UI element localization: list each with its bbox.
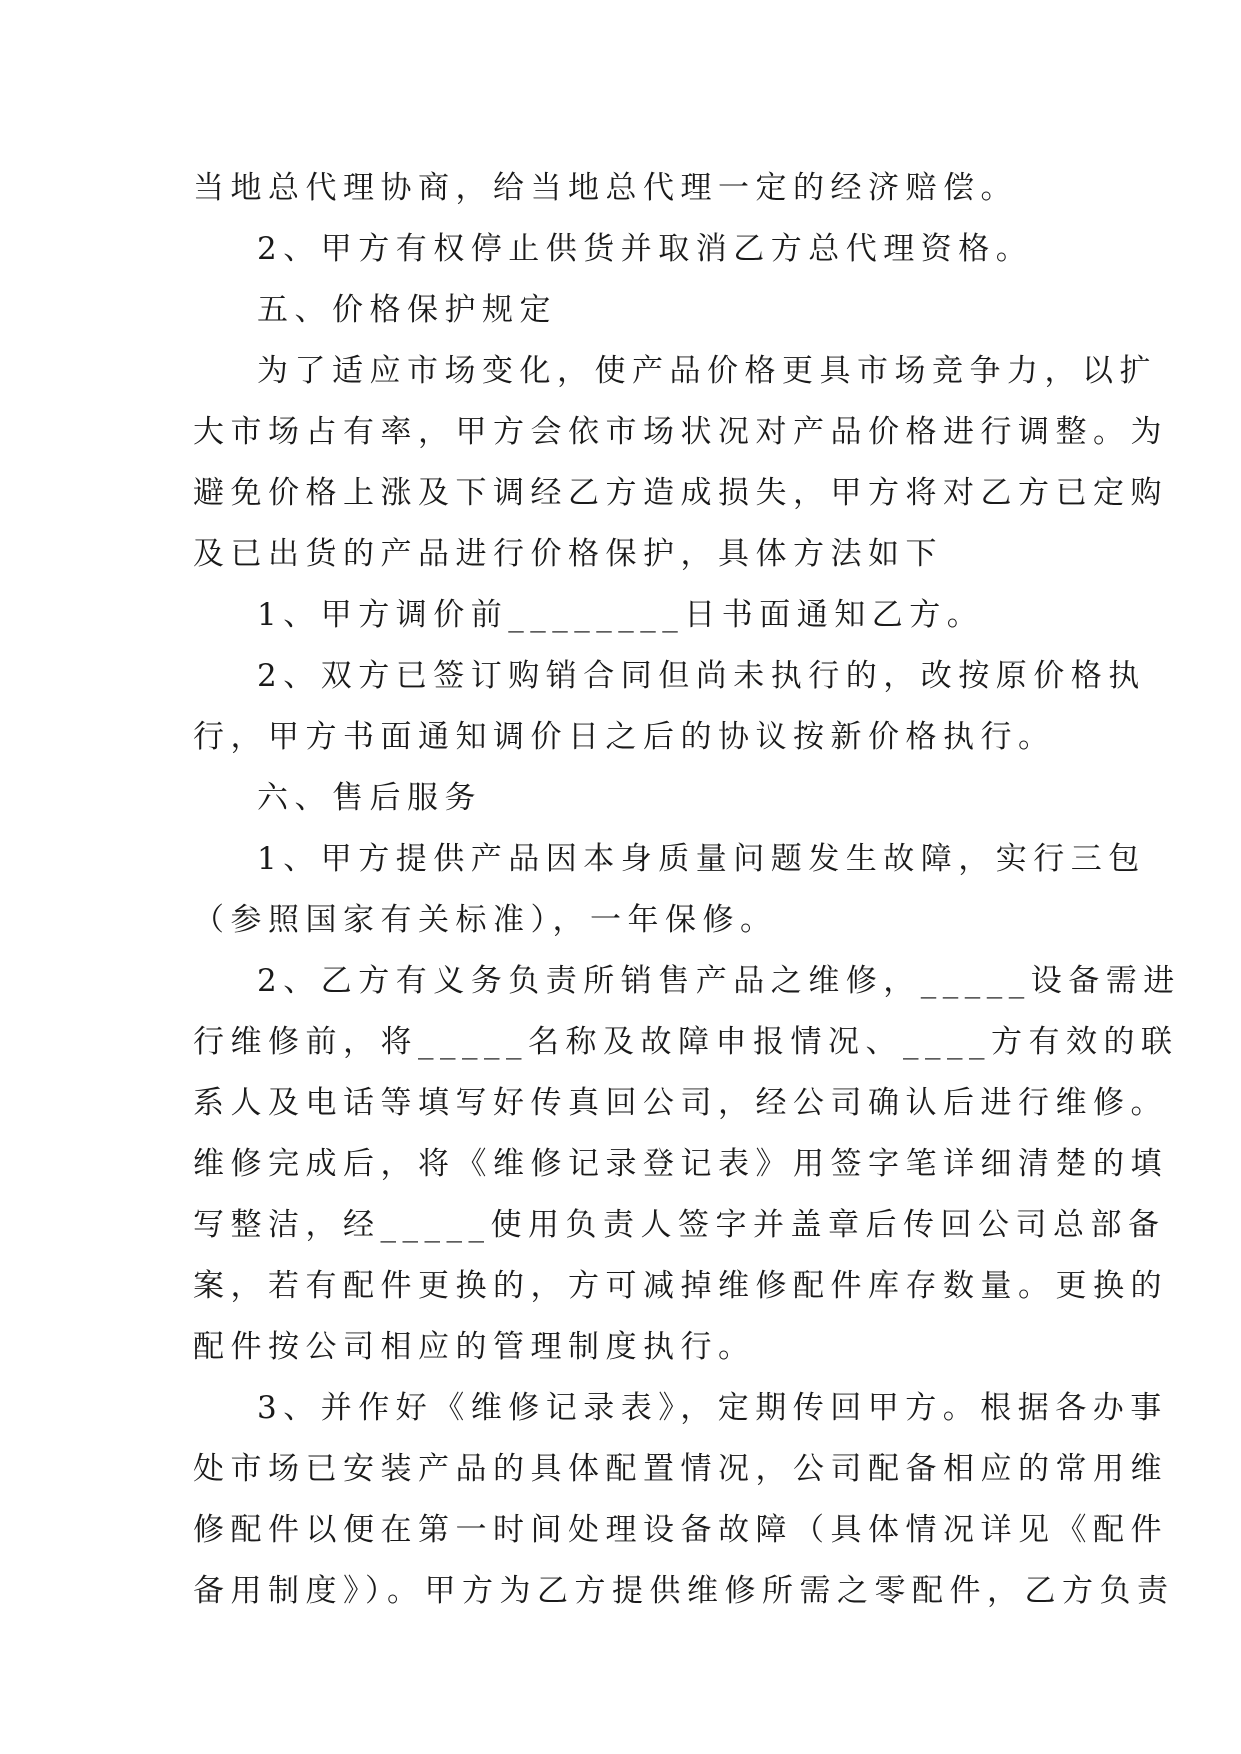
paragraph-line: 避免价格上涨及下调经乙方造成损失，甲方将对乙方已定购 bbox=[193, 475, 1168, 511]
section-heading-price-protection: 五、价格保护规定 bbox=[257, 292, 557, 328]
paragraph-line: 及已出货的产品进行价格保护，具体方法如下 bbox=[193, 536, 943, 572]
paragraph-line: 行，甲方书面通知调价日之后的协议按新价格执行。 bbox=[193, 719, 1056, 755]
paragraph-line: （参照国家有关标准），一年保修。 bbox=[193, 902, 778, 938]
clause-line: 2、双方已签订购销合同但尚未执行的，改按原价格执 bbox=[257, 658, 1146, 694]
paragraph-line: 行维修前，将_____名称及故障申报情况、____方有效的联 bbox=[193, 1024, 1179, 1060]
document-body bbox=[193, 158, 1181, 1622]
paragraph-line: 写整洁，经_____使用负责人签字并盖章后传回公司总部备 bbox=[193, 1207, 1166, 1243]
paragraph-line: 系人及电话等填写好传真回公司，经公司确认后进行维修。 bbox=[193, 1085, 1168, 1121]
clause-line: 2、甲方有权停止供货并取消乙方总代理资格。 bbox=[257, 231, 1034, 267]
clause-line: 1、甲方调价前________日书面通知乙方。 bbox=[257, 597, 985, 633]
paragraph-line: 备用制度》）。甲方为乙方提供维修所需之零配件，乙方负责 bbox=[193, 1573, 1175, 1609]
section-heading-after-sales: 六、售后服务 bbox=[257, 780, 482, 816]
clause-line: 2、乙方有义务负责所销售产品之维修，_____设备需进 bbox=[257, 963, 1181, 999]
paragraph-line: 修配件以便在第一时间处理设备故障（具体情况详见《配件 bbox=[193, 1512, 1168, 1548]
paragraph-line: 为了适应市场变化，使产品价格更具市场竞争力，以扩 bbox=[257, 353, 1157, 389]
paragraph-line: 配件按公司相应的管理制度执行。 bbox=[193, 1329, 756, 1365]
clause-line: 1、甲方提供产品因本身质量问题发生故障，实行三包 bbox=[257, 841, 1146, 877]
paragraph-line: 大市场占有率，甲方会依市场状况对产品价格进行调整。为 bbox=[193, 414, 1168, 450]
paragraph-line: 案，若有配件更换的，方可减掉维修配件库存数量。更换的 bbox=[193, 1268, 1168, 1304]
paragraph-line: 处市场已安装产品的具体配置情况，公司配备相应的常用维 bbox=[193, 1451, 1168, 1487]
text-line: 当地总代理协商，给当地总代理一定的经济赔偿。 bbox=[193, 170, 1018, 206]
clause-line: 3、并作好《维修记录表》，定期传回甲方。根据各办事 bbox=[257, 1390, 1168, 1426]
paragraph-line: 维修完成后，将《维修记录登记表》用签字笔详细清楚的填 bbox=[193, 1146, 1168, 1182]
